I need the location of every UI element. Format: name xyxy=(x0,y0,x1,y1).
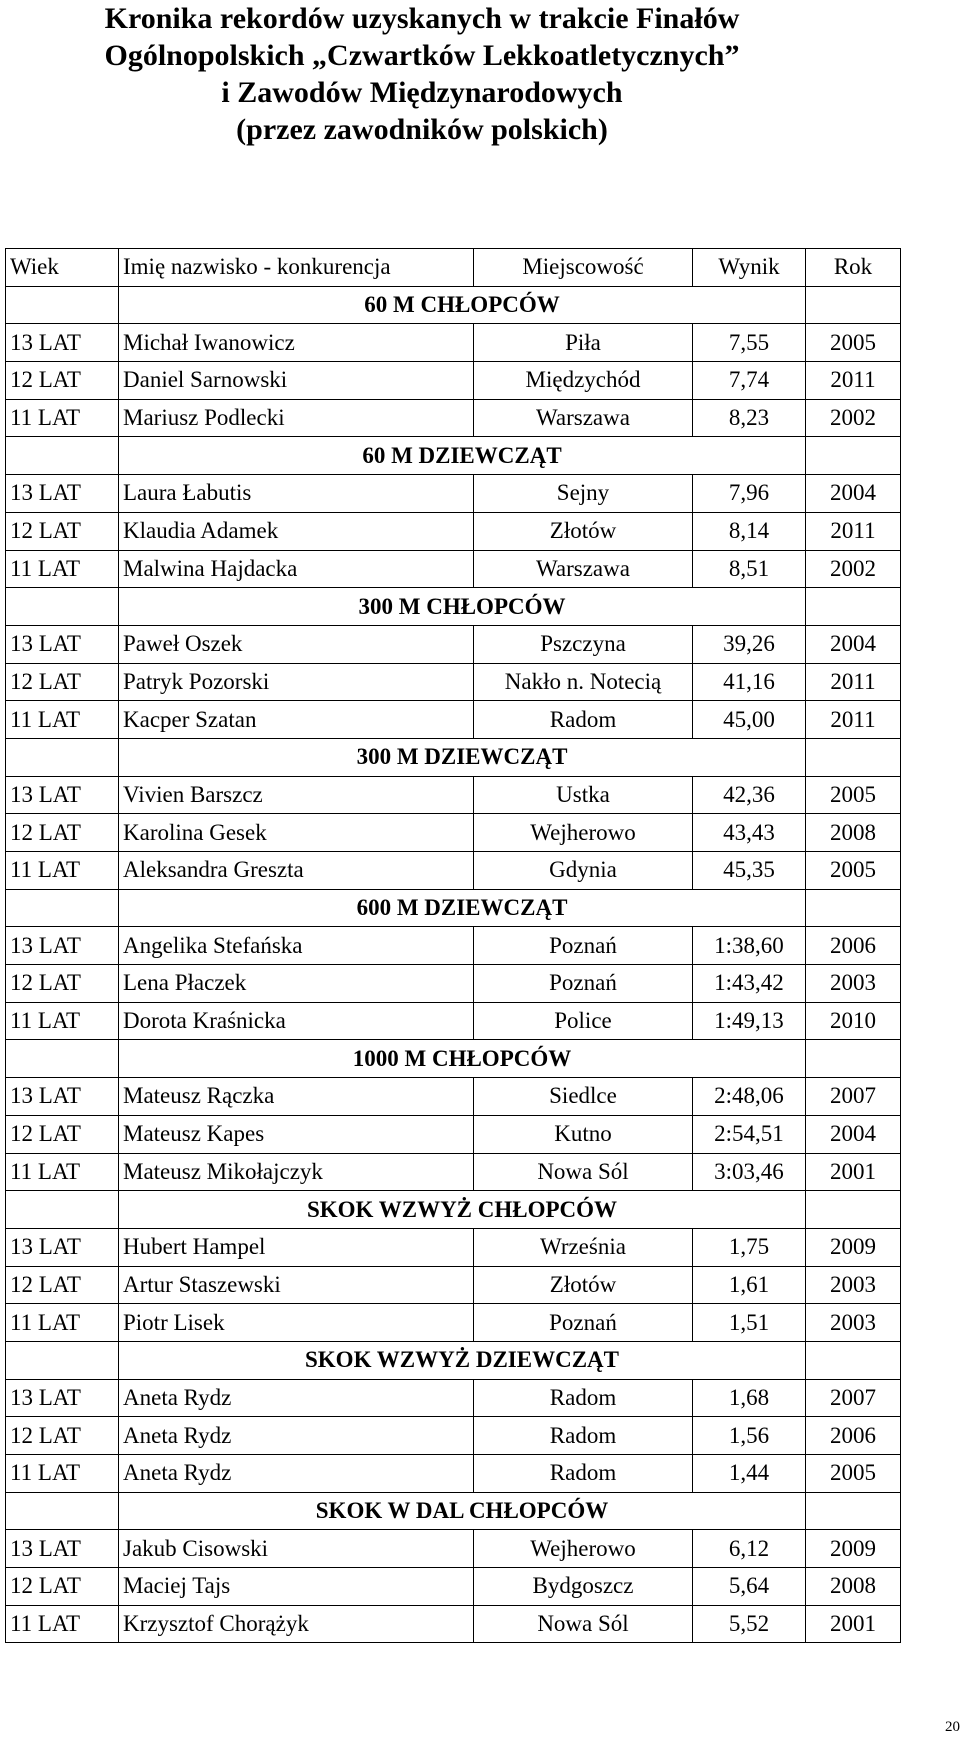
section-title: 60 M CHŁOPCÓW xyxy=(119,286,806,324)
cell-name: Mateusz Rączka xyxy=(119,1078,474,1116)
table-row xyxy=(6,324,901,362)
section-empty-cell xyxy=(6,588,119,626)
cell-result: 8,23 xyxy=(693,399,806,437)
cell-year: 2001 xyxy=(806,1605,901,1643)
cell-age: 13 LAT xyxy=(6,1228,119,1266)
table-row xyxy=(6,701,901,739)
section-empty-cell xyxy=(6,738,119,776)
table-row xyxy=(6,663,901,701)
table-header-row xyxy=(6,249,901,287)
section-header-row xyxy=(6,437,901,475)
cell-city: Złotów xyxy=(474,512,693,550)
cell-result: 3:03,46 xyxy=(693,1153,806,1191)
table-row xyxy=(6,625,901,663)
page-number: 20 xyxy=(945,1719,960,1735)
cell-result: 42,36 xyxy=(693,776,806,814)
cell-result: 39,26 xyxy=(693,625,806,663)
title-line-2: Ogólnopolskich „Czwartków Lekkoatletycznych” xyxy=(104,39,740,72)
section-title: SKOK W DAL CHŁOPCÓW xyxy=(119,1492,806,1530)
cell-name: Aneta Rydz xyxy=(119,1455,474,1493)
section-title: 600 M DZIEWCZĄT xyxy=(119,889,806,927)
table-row xyxy=(6,1568,901,1606)
section-header-row xyxy=(6,1191,901,1229)
cell-age: 11 LAT xyxy=(6,1002,119,1040)
header-name: Imię nazwisko - konkurencja xyxy=(119,249,474,287)
cell-result: 2:48,06 xyxy=(693,1078,806,1116)
cell-name: Mateusz Mikołajczyk xyxy=(119,1153,474,1191)
cell-city: Radom xyxy=(474,1417,693,1455)
cell-year: 2003 xyxy=(806,1266,901,1304)
cell-year: 2004 xyxy=(806,1115,901,1153)
table-row xyxy=(6,1530,901,1568)
cell-age: 12 LAT xyxy=(6,512,119,550)
section-empty-cell xyxy=(806,1191,901,1229)
section-title: SKOK WZWYŻ CHŁOPCÓW xyxy=(119,1191,806,1229)
cell-age: 12 LAT xyxy=(6,814,119,852)
cell-year: 2009 xyxy=(806,1228,901,1266)
cell-city: Pszczyna xyxy=(474,625,693,663)
section-header-row xyxy=(6,1040,901,1078)
cell-city: Sejny xyxy=(474,475,693,513)
cell-city: Poznań xyxy=(474,927,693,965)
cell-year: 2008 xyxy=(806,1568,901,1606)
cell-result: 1,44 xyxy=(693,1455,806,1493)
section-header-row xyxy=(6,889,901,927)
cell-name: Angelika Stefańska xyxy=(119,927,474,965)
cell-age: 11 LAT xyxy=(6,701,119,739)
cell-city: Gdynia xyxy=(474,852,693,890)
cell-year: 2006 xyxy=(806,1417,901,1455)
cell-result: 8,14 xyxy=(693,512,806,550)
cell-name: Michał Iwanowicz xyxy=(119,324,474,362)
header-year: Rok xyxy=(806,249,901,287)
section-empty-cell xyxy=(806,1341,901,1379)
cell-year: 2005 xyxy=(806,776,901,814)
cell-age: 12 LAT xyxy=(6,1115,119,1153)
cell-result: 1,68 xyxy=(693,1379,806,1417)
table-row xyxy=(6,814,901,852)
title-line-4: (przez zawodników polskich) xyxy=(236,113,608,146)
cell-year: 2005 xyxy=(806,1455,901,1493)
section-empty-cell xyxy=(6,437,119,475)
section-header-row xyxy=(6,1492,901,1530)
cell-year: 2007 xyxy=(806,1078,901,1116)
section-empty-cell xyxy=(806,1040,901,1078)
cell-city: Wejherowo xyxy=(474,1530,693,1568)
cell-age: 13 LAT xyxy=(6,625,119,663)
header-age: Wiek xyxy=(6,249,119,287)
cell-name: Klaudia Adamek xyxy=(119,512,474,550)
section-title: 300 M DZIEWCZĄT xyxy=(119,738,806,776)
cell-year: 2011 xyxy=(806,512,901,550)
table-row xyxy=(6,965,901,1003)
table-row xyxy=(6,1078,901,1116)
cell-name: Artur Staszewski xyxy=(119,1266,474,1304)
cell-year: 2006 xyxy=(806,927,901,965)
table-row xyxy=(6,776,901,814)
table-row xyxy=(6,927,901,965)
section-empty-cell xyxy=(806,1492,901,1530)
cell-city: Ustka xyxy=(474,776,693,814)
table-row xyxy=(6,399,901,437)
header-result: Wynik xyxy=(693,249,806,287)
cell-age: 11 LAT xyxy=(6,399,119,437)
cell-year: 2008 xyxy=(806,814,901,852)
cell-name: Malwina Hajdacka xyxy=(119,550,474,588)
section-empty-cell xyxy=(6,286,119,324)
records-table xyxy=(5,248,901,1643)
cell-name: Daniel Sarnowski xyxy=(119,362,474,400)
table-row xyxy=(6,550,901,588)
cell-city: Września xyxy=(474,1228,693,1266)
cell-result: 1,56 xyxy=(693,1417,806,1455)
cell-name: Jakub Cisowski xyxy=(119,1530,474,1568)
cell-name: Aneta Rydz xyxy=(119,1379,474,1417)
cell-age: 12 LAT xyxy=(6,965,119,1003)
document-title xyxy=(62,0,782,148)
cell-year: 2005 xyxy=(806,852,901,890)
table-row xyxy=(6,1455,901,1493)
section-title: 1000 M CHŁOPCÓW xyxy=(119,1040,806,1078)
section-header-row xyxy=(6,1341,901,1379)
section-title: SKOK WZWYŻ DZIEWCZĄT xyxy=(119,1341,806,1379)
cell-year: 2009 xyxy=(806,1530,901,1568)
section-empty-cell xyxy=(6,1040,119,1078)
cell-city: Radom xyxy=(474,1379,693,1417)
cell-age: 12 LAT xyxy=(6,663,119,701)
section-header-row xyxy=(6,588,901,626)
cell-year: 2001 xyxy=(806,1153,901,1191)
cell-name: Lena Płaczek xyxy=(119,965,474,1003)
cell-result: 1,61 xyxy=(693,1266,806,1304)
cell-result: 45,00 xyxy=(693,701,806,739)
cell-name: Maciej Tajs xyxy=(119,1568,474,1606)
cell-city: Międzychód xyxy=(474,362,693,400)
cell-age: 13 LAT xyxy=(6,324,119,362)
cell-name: Patryk Pozorski xyxy=(119,663,474,701)
section-empty-cell xyxy=(806,437,901,475)
cell-name: Karolina Gesek xyxy=(119,814,474,852)
cell-name: Piotr Lisek xyxy=(119,1304,474,1342)
cell-city: Kutno xyxy=(474,1115,693,1153)
cell-result: 7,74 xyxy=(693,362,806,400)
table-row xyxy=(6,475,901,513)
cell-city: Radom xyxy=(474,1455,693,1493)
cell-result: 8,51 xyxy=(693,550,806,588)
cell-age: 11 LAT xyxy=(6,1304,119,1342)
section-empty-cell xyxy=(6,889,119,927)
cell-city: Police xyxy=(474,1002,693,1040)
cell-result: 1,75 xyxy=(693,1228,806,1266)
cell-city: Nowa Sól xyxy=(474,1605,693,1643)
cell-age: 13 LAT xyxy=(6,1530,119,1568)
cell-result: 1:49,13 xyxy=(693,1002,806,1040)
cell-year: 2005 xyxy=(806,324,901,362)
section-empty-cell xyxy=(806,738,901,776)
cell-name: Mariusz Podlecki xyxy=(119,399,474,437)
cell-city: Siedlce xyxy=(474,1078,693,1116)
cell-result: 1:43,42 xyxy=(693,965,806,1003)
section-title: 60 M DZIEWCZĄT xyxy=(119,437,806,475)
cell-result: 1:38,60 xyxy=(693,927,806,965)
title-line-3: i Zawodów Międzynarodowych xyxy=(221,76,623,109)
cell-name: Paweł Oszek xyxy=(119,625,474,663)
cell-name: Dorota Kraśnicka xyxy=(119,1002,474,1040)
cell-result: 45,35 xyxy=(693,852,806,890)
cell-name: Mateusz Kapes xyxy=(119,1115,474,1153)
cell-year: 2003 xyxy=(806,965,901,1003)
cell-age: 13 LAT xyxy=(6,927,119,965)
table-row xyxy=(6,1153,901,1191)
cell-city: Złotów xyxy=(474,1266,693,1304)
cell-year: 2004 xyxy=(806,625,901,663)
section-title: 300 M CHŁOPCÓW xyxy=(119,588,806,626)
table-row xyxy=(6,1417,901,1455)
section-empty-cell xyxy=(806,588,901,626)
cell-name: Krzysztof Chorążyk xyxy=(119,1605,474,1643)
cell-city: Nakło n. Notecią xyxy=(474,663,693,701)
cell-city: Warszawa xyxy=(474,550,693,588)
table-row xyxy=(6,852,901,890)
cell-result: 7,55 xyxy=(693,324,806,362)
cell-city: Warszawa xyxy=(474,399,693,437)
cell-age: 12 LAT xyxy=(6,362,119,400)
cell-age: 13 LAT xyxy=(6,1379,119,1417)
cell-result: 43,43 xyxy=(693,814,806,852)
cell-name: Kacper Szatan xyxy=(119,701,474,739)
cell-year: 2011 xyxy=(806,362,901,400)
section-empty-cell xyxy=(6,1492,119,1530)
cell-name: Laura Łabutis xyxy=(119,475,474,513)
cell-city: Radom xyxy=(474,701,693,739)
cell-year: 2010 xyxy=(806,1002,901,1040)
cell-name: Vivien Barszcz xyxy=(119,776,474,814)
table-row xyxy=(6,1228,901,1266)
table-row xyxy=(6,1002,901,1040)
cell-age: 11 LAT xyxy=(6,852,119,890)
table-row xyxy=(6,512,901,550)
cell-city: Piła xyxy=(474,324,693,362)
cell-city: Poznań xyxy=(474,1304,693,1342)
cell-year: 2003 xyxy=(806,1304,901,1342)
cell-year: 2011 xyxy=(806,663,901,701)
cell-result: 2:54,51 xyxy=(693,1115,806,1153)
cell-city: Bydgoszcz xyxy=(474,1568,693,1606)
cell-name: Aleksandra Greszta xyxy=(119,852,474,890)
cell-age: 11 LAT xyxy=(6,550,119,588)
table-row xyxy=(6,362,901,400)
cell-name: Hubert Hampel xyxy=(119,1228,474,1266)
cell-age: 13 LAT xyxy=(6,475,119,513)
table-row xyxy=(6,1605,901,1643)
title-line-1: Kronika rekordów uzyskanych w trakcie Finałów xyxy=(104,2,740,35)
cell-year: 2002 xyxy=(806,550,901,588)
table-row xyxy=(6,1304,901,1342)
section-empty-cell xyxy=(806,889,901,927)
cell-city: Nowa Sól xyxy=(474,1153,693,1191)
header-city: Miejscowość xyxy=(474,249,693,287)
cell-year: 2007 xyxy=(806,1379,901,1417)
cell-result: 6,12 xyxy=(693,1530,806,1568)
cell-city: Poznań xyxy=(474,965,693,1003)
cell-age: 11 LAT xyxy=(6,1153,119,1191)
cell-age: 11 LAT xyxy=(6,1605,119,1643)
cell-result: 7,96 xyxy=(693,475,806,513)
cell-city: Wejherowo xyxy=(474,814,693,852)
table-row xyxy=(6,1379,901,1417)
cell-age: 12 LAT xyxy=(6,1417,119,1455)
cell-result: 5,52 xyxy=(693,1605,806,1643)
cell-result: 1,51 xyxy=(693,1304,806,1342)
cell-age: 11 LAT xyxy=(6,1455,119,1493)
cell-age: 13 LAT xyxy=(6,776,119,814)
section-empty-cell xyxy=(6,1341,119,1379)
cell-year: 2011 xyxy=(806,701,901,739)
cell-year: 2002 xyxy=(806,399,901,437)
table-row xyxy=(6,1266,901,1304)
cell-result: 5,64 xyxy=(693,1568,806,1606)
section-empty-cell xyxy=(806,286,901,324)
cell-age: 12 LAT xyxy=(6,1568,119,1606)
cell-year: 2004 xyxy=(806,475,901,513)
table-row xyxy=(6,1115,901,1153)
section-header-row xyxy=(6,738,901,776)
section-header-row xyxy=(6,286,901,324)
cell-age: 13 LAT xyxy=(6,1078,119,1116)
section-empty-cell xyxy=(6,1191,119,1229)
cell-result: 41,16 xyxy=(693,663,806,701)
cell-age: 12 LAT xyxy=(6,1266,119,1304)
cell-name: Aneta Rydz xyxy=(119,1417,474,1455)
